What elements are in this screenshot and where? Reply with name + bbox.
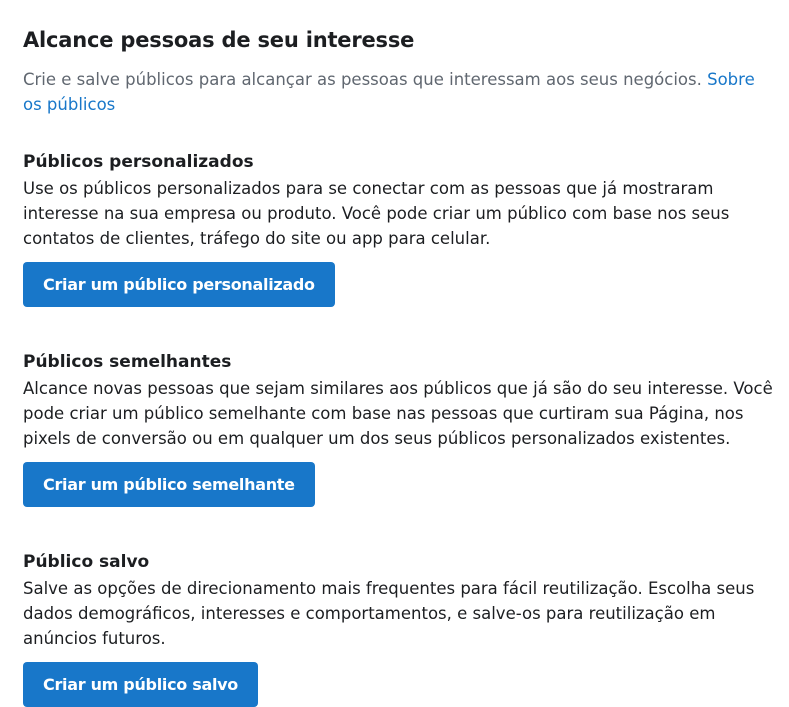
section-description-saved-audience: Salve as opções de direcionamento mais frequentes para fácil reutilização. Escolha seus dados demográficos, interesses e comportamentos, e salve-os para reutilização em anúncios futuros.	[23, 579, 755, 648]
intro-description: Crie e salve públicos para alcançar as pessoas que interessam aos seus negócios.	[23, 70, 702, 89]
section-description-custom-audiences: Use os públicos personalizados para se conectar com as pessoas que já mostraram interesse na sua empresa ou produto. Você pode criar um público com base nos seus contatos de clientes, tráfego do site ou app para celular.	[23, 179, 730, 248]
section-title-lookalike-audiences: Públicos semelhantes	[23, 352, 232, 372]
saved-audience-section	[23, 550, 778, 707]
create-lookalike-audience-button[interactable]: Criar um público semelhante	[23, 462, 315, 507]
create-custom-audience-button[interactable]: Criar um público personalizado	[23, 262, 335, 307]
lookalike-audiences-section	[23, 350, 778, 507]
custom-audiences-section	[23, 150, 778, 307]
section-title-saved-audience: Público salvo	[23, 552, 150, 572]
section-title-custom-audiences: Públicos personalizados	[23, 152, 254, 172]
intro-text	[23, 67, 768, 117]
create-saved-audience-button[interactable]: Criar um público salvo	[23, 662, 258, 707]
about-audiences-link[interactable]: Sobre os públicos	[23, 70, 755, 114]
section-description-lookalike-audiences: Alcance novas pessoas que sejam similares aos públicos que já são do seu interesse. Você pode criar um público semelhante com base nas pessoas que curtiram sua Página, nos pixels de conversão ou em qualquer um dos seus públicos personalizados existentes.	[23, 379, 773, 448]
page-title: Alcance pessoas de seu interesse	[23, 28, 415, 52]
